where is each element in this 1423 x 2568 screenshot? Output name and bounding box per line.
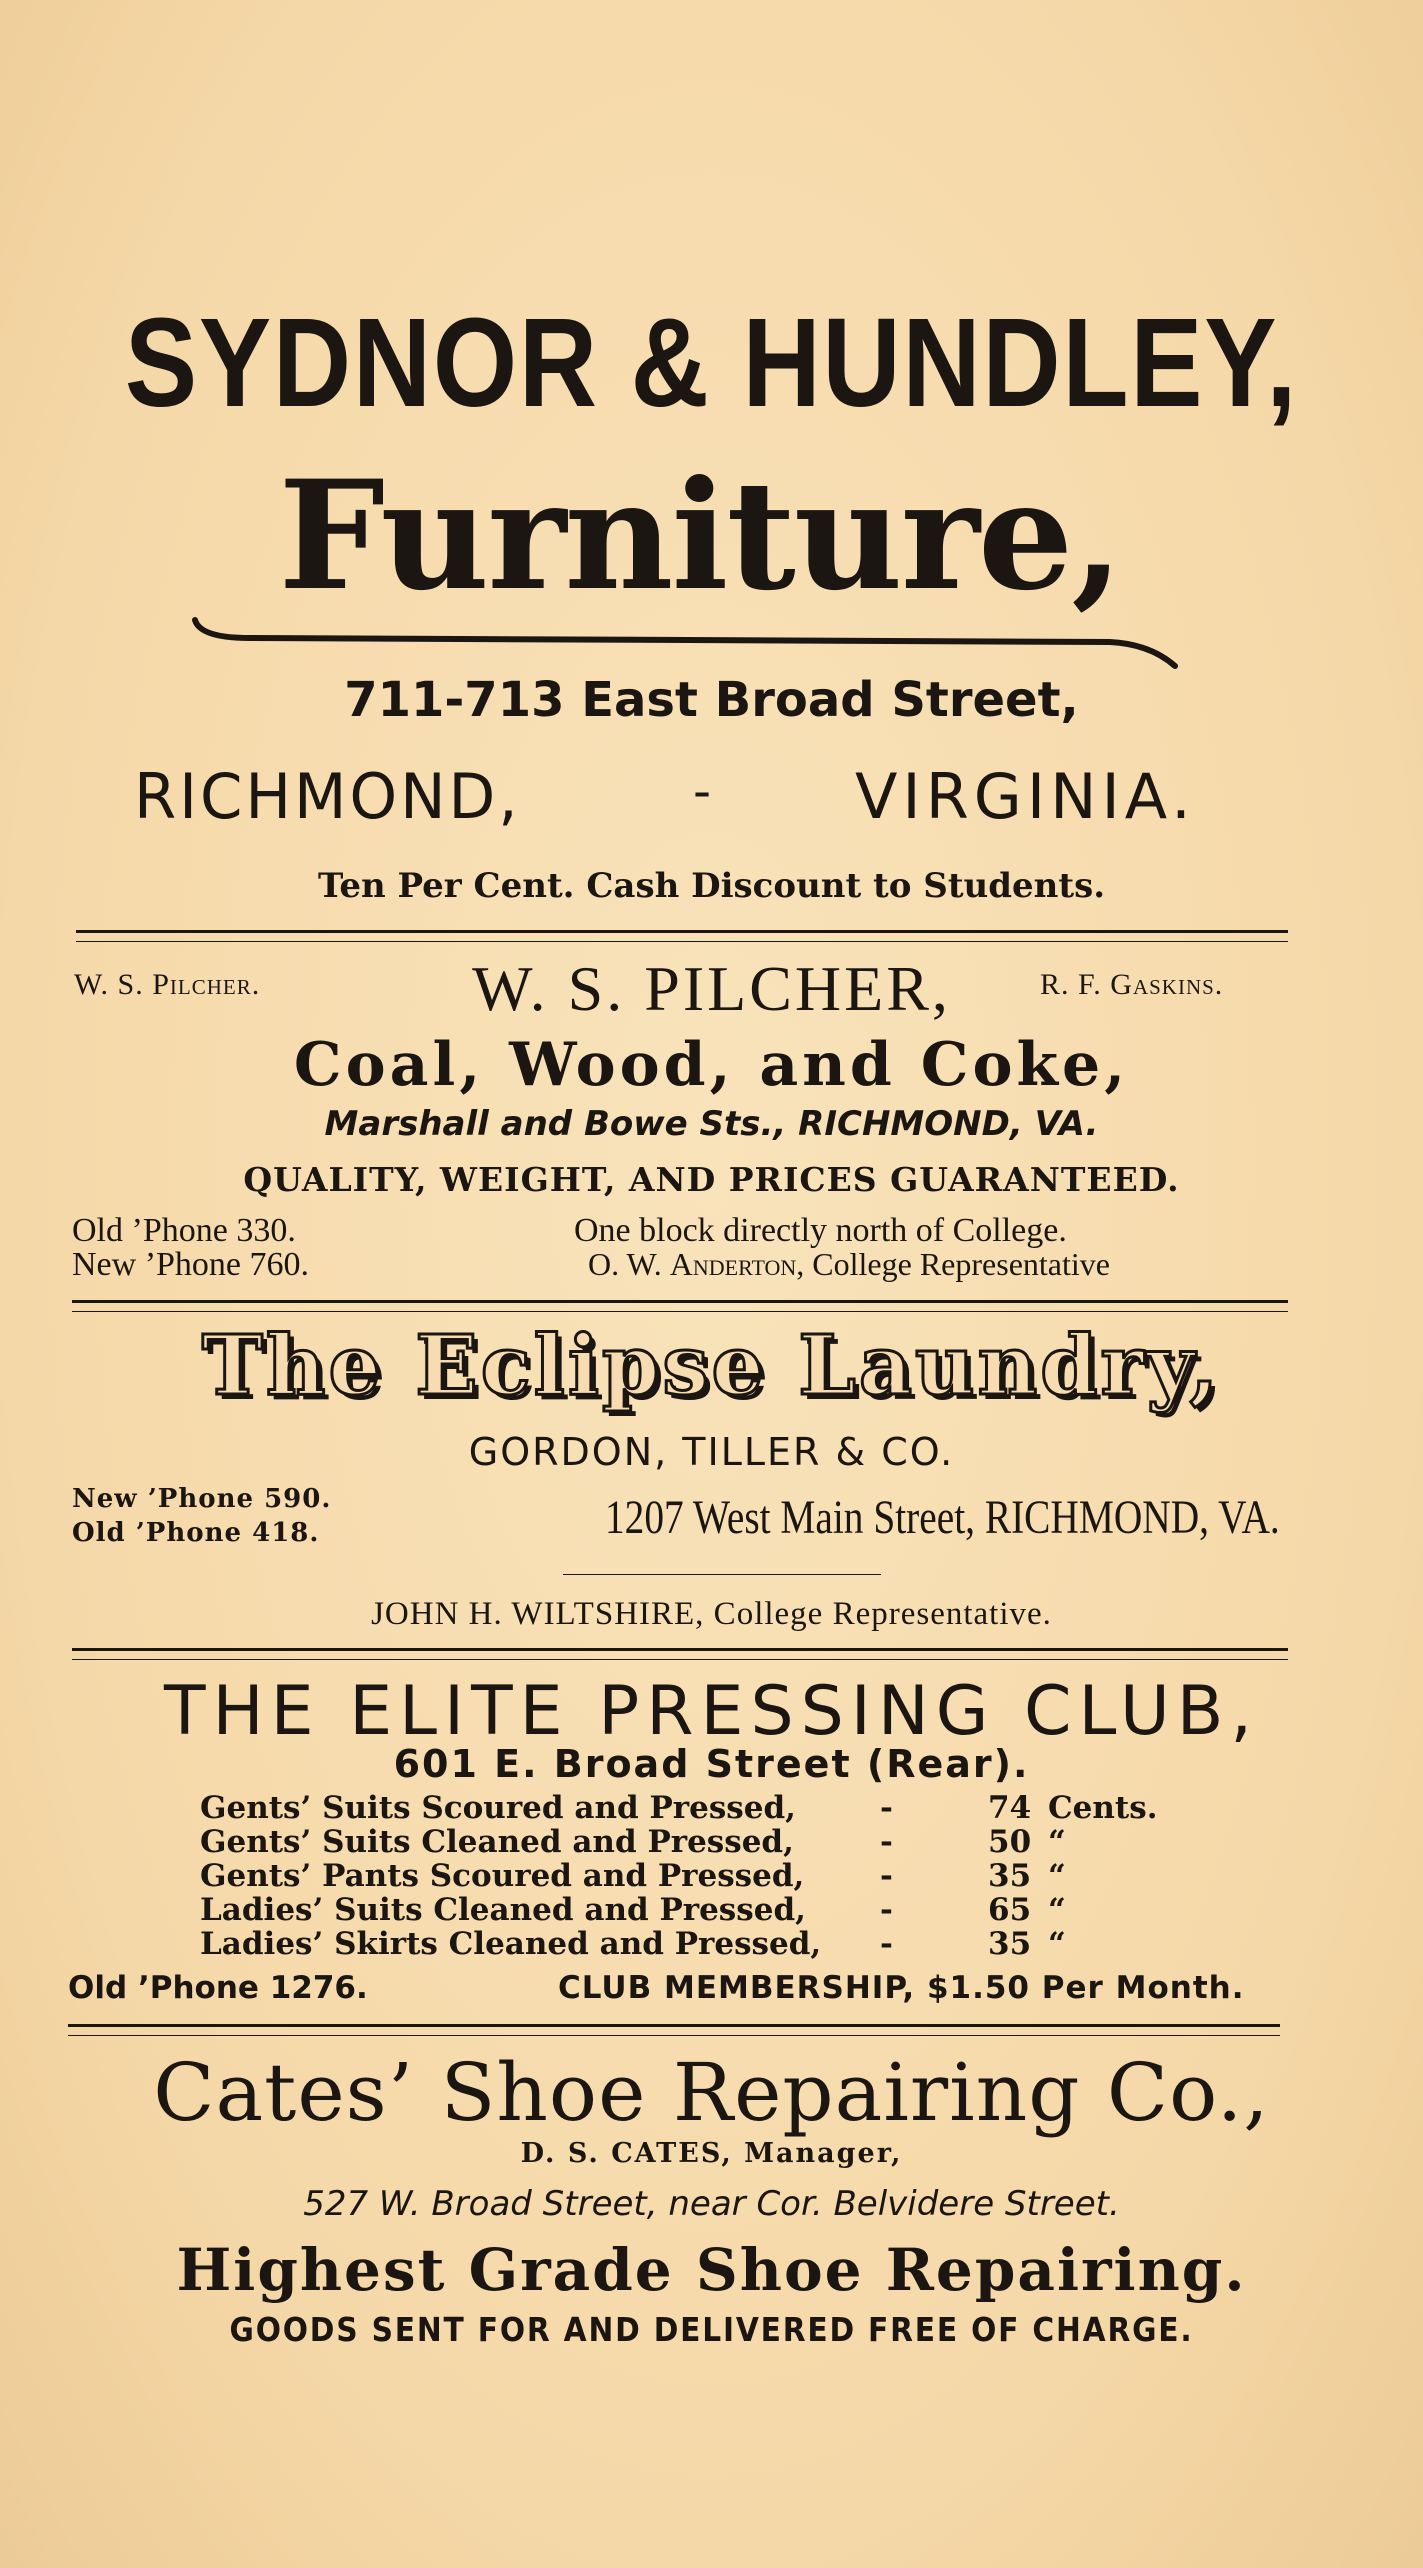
pilcher-location-note: One block directly north of College. — [574, 1212, 1067, 1249]
swash-underline — [190, 600, 1190, 680]
eclipse-address: 1207 West Main Street, RICHMOND, VA. — [605, 1491, 1280, 1544]
divider — [72, 1648, 1288, 1651]
price-item-dash: - — [880, 1858, 893, 1894]
price-item-unit: “ — [1048, 1926, 1066, 1962]
pilcher-partner-left: W. S. Pilcher. — [74, 968, 261, 1001]
price-item-unit: “ — [1048, 1858, 1066, 1894]
price-item-value: 65 — [988, 1892, 1032, 1928]
elite-pressing-phone: Old ’Phone 1276. — [68, 1970, 368, 2006]
divider — [76, 941, 1288, 942]
price-item-unit: “ — [1048, 1892, 1066, 1928]
price-item-dash: - — [880, 1926, 893, 1962]
sydnor-hundley-business: Furniture, — [278, 448, 1122, 624]
pilcher-address: Marshall and Bowe Sts., RICHMOND, VA. — [324, 1104, 1099, 1144]
price-item-label: Ladies’ Suits Cleaned and Pressed, — [200, 1892, 806, 1928]
sydnor-hundley-address: 711-713 East Broad Street, — [344, 672, 1079, 728]
divider — [72, 1311, 1288, 1312]
divider — [72, 1659, 1288, 1660]
cates-shoe-name: Cates’ Shoe Repairing Co., — [153, 2046, 1270, 2139]
sydnor-hundley-name: SYDNOR & HUNDLEY, — [124, 292, 1299, 433]
eclipse-new-phone: New ’Phone 590. — [72, 1484, 332, 1514]
price-item-unit: “ — [1048, 1824, 1066, 1860]
price-item-label: Gents’ Suits Scoured and Pressed, — [200, 1790, 796, 1826]
pilcher-guarantee: QUALITY, WEIGHT, AND PRICES GUARANTEED. — [243, 1160, 1180, 1199]
cates-shoe-delivery: GOODS SENT FOR AND DELIVERED FREE OF CHARGE. — [229, 2310, 1194, 2349]
price-item-label: Ladies’ Skirts Cleaned and Pressed, — [200, 1926, 822, 1962]
divider — [68, 2035, 1280, 2036]
price-item-unit: Cents. — [1048, 1790, 1158, 1826]
eclipse-representative: JOHN H. WILTSHIRE, College Representative. — [371, 1596, 1052, 1632]
pilcher-business: Coal, Wood, and Coke, — [293, 1030, 1130, 1100]
price-item-value: 35 — [988, 1926, 1032, 1962]
eclipse-laundry-firm: GORDON, TILLER & CO. — [468, 1430, 955, 1474]
pilcher-partner-right: R. F. Gaskins. — [1040, 968, 1224, 1001]
divider — [76, 930, 1288, 933]
eclipse-old-phone: Old ’Phone 418. — [72, 1518, 320, 1548]
student-discount: Ten Per Cent. Cash Discount to Students. — [317, 866, 1106, 906]
cates-shoe-slogan: Highest Grade Shoe Repairing. — [176, 2236, 1247, 2304]
pilcher-representative: O. W. Anderton, College Representative — [588, 1246, 1110, 1282]
cates-shoe-address: 527 W. Broad Street, near Cor. Belvidere Street. — [303, 2184, 1120, 2224]
city-state-separator: - — [693, 762, 712, 820]
pilcher-old-phone: Old ’Phone 330. — [72, 1212, 296, 1249]
short-divider — [563, 1574, 881, 1575]
cates-shoe-manager: D. S. CATES, Manager, — [520, 2138, 903, 2169]
pilcher-new-phone: New ’Phone 760. — [72, 1246, 310, 1283]
price-item-dash: - — [880, 1824, 893, 1860]
price-item-label: Gents’ Suits Cleaned and Pressed, — [200, 1824, 794, 1860]
sydnor-hundley-city: RICHMOND, — [133, 760, 521, 833]
price-item-dash: - — [880, 1892, 893, 1928]
divider — [72, 1300, 1288, 1303]
price-item-value: 35 — [988, 1858, 1032, 1894]
divider — [68, 2024, 1280, 2027]
elite-pressing-name: THE ELITE PRESSING CLUB, — [163, 1672, 1260, 1751]
price-item-value: 50 — [988, 1824, 1032, 1860]
club-membership-price: CLUB MEMBERSHIP, $1.50 Per Month. — [558, 1970, 1245, 2006]
sydnor-hundley-state: VIRGINIA. — [855, 760, 1196, 833]
elite-pressing-address: 601 E. Broad Street (Rear). — [393, 1742, 1030, 1786]
price-item-value: 74 — [988, 1790, 1032, 1826]
price-item-label: Gents’ Pants Scoured and Pressed, — [200, 1858, 805, 1894]
price-item-dash: - — [880, 1790, 893, 1826]
eclipse-laundry-name: The Eclipse Laundry, — [201, 1318, 1222, 1414]
pilcher-name: W. S. PILCHER, — [472, 953, 951, 1024]
